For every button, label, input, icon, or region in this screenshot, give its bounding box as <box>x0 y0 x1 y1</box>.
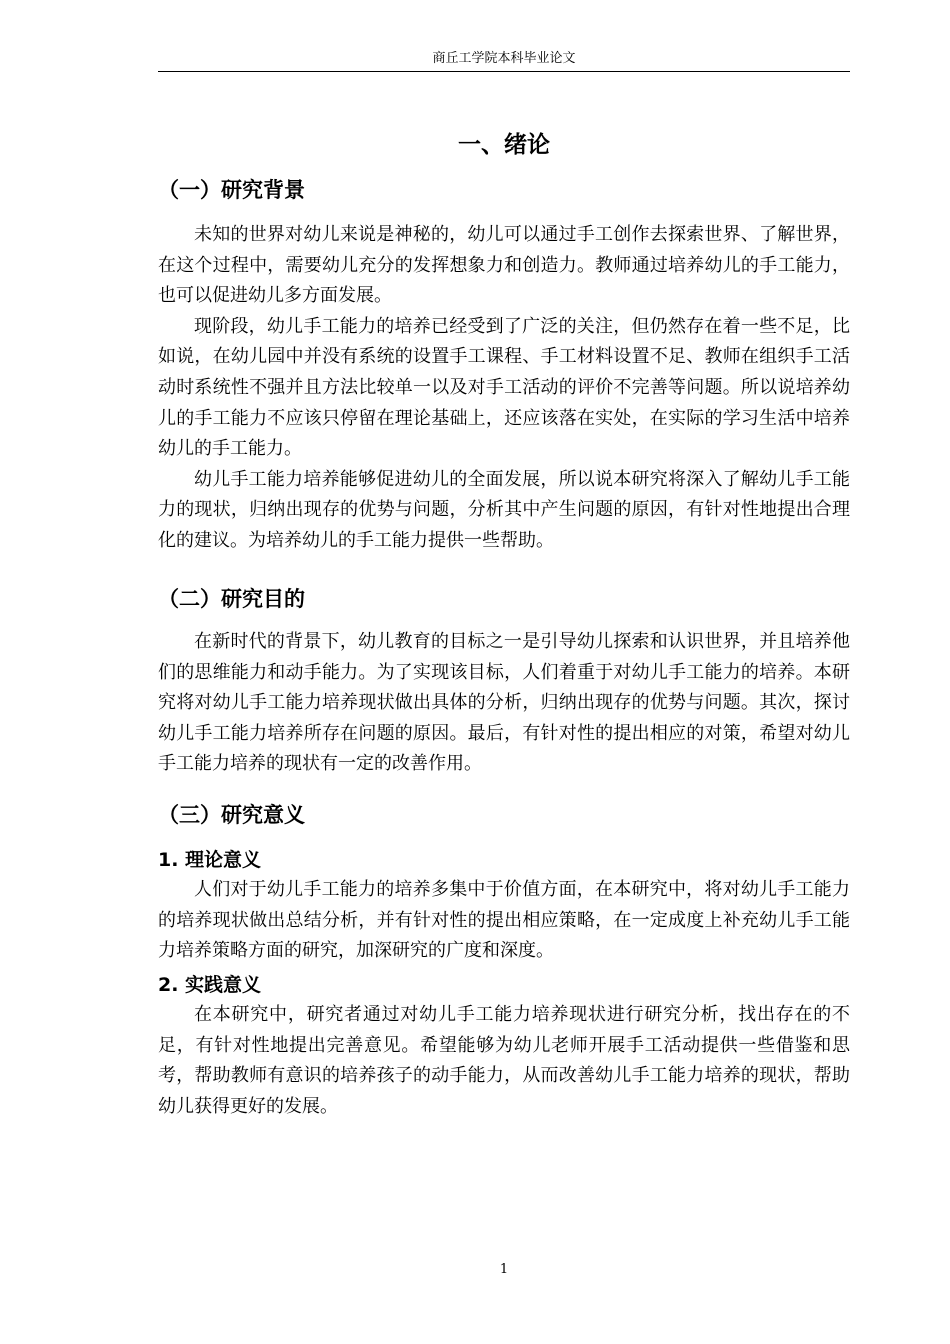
section-research-purpose <box>158 582 850 616</box>
paragraph: 在本研究中，研究者通过对幼儿手工能力培养现状进行研究分析，找出存在的不足，有针对性地提出完善意见。希望能够为幼儿老师开展手工活动提供一些借鉴和思考，帮助教师有意识的培养孩子的动手能力，从而改善幼儿手工能力培养的现状，帮助幼儿获得更好的发展。 <box>158 1004 850 1117</box>
subsection-practical <box>158 970 850 1122</box>
paragraph: 人们对于幼儿手工能力的培养多集中于价值方面，在本研究中，将对幼儿手工能力的培养现状做出总结分析，并有针对性的提出相应策略，在一定成度上补充幼儿手工能力培养策略方面的研究，加深研究的广度和深度。 <box>158 879 850 962</box>
subsection-theoretical <box>158 845 850 967</box>
section-research-background-body <box>158 220 850 557</box>
paragraph: 未知的世界对幼儿来说是神秘的，幼儿可以通过手工创作去探索世界、了解世界，在这个过程中，需要幼儿充分的发挥想象力和创造力。教师通过培养幼儿的手工能力，也可以促进幼儿多方面发展。 <box>158 224 850 307</box>
subsection-title: 1. 理论意义 <box>158 849 262 871</box>
running-header: 商丘工学院本科毕业论文 <box>432 51 576 66</box>
paragraph: 幼儿手工能力培养能够促进幼儿的全面发展，所以说本研究将深入了解幼儿手工能力的现状，归纳出现存的优势与问题，分析其中产生问题的原因，有针对性地提出合理化的建议。为培养幼儿的手工能力提供一些帮助。 <box>158 468 850 551</box>
section-title: （三）研究意义 <box>158 803 305 827</box>
section-title: （二）研究目的 <box>158 587 305 611</box>
chapter-title: 一、绪论 <box>458 132 550 158</box>
paragraph: 在新时代的背景下，幼儿教育的目标之一是引导幼儿探索和认识世界，并且培养他们的思维能力和动手能力。为了实现该目标，人们着重于对幼儿手工能力的培养。本研究将对幼儿手工能力培养现状做出具体的分析，归纳出现存的优势与问题。其次，探讨幼儿手工能力培养所存在问题的原因。最后，有针对性的提出相应的对策，希望对幼儿手工能力培养的现状有一定的改善作用。 <box>158 631 850 775</box>
section-title: （一）研究背景 <box>158 178 305 202</box>
section-research-background <box>158 173 850 207</box>
paragraph: 现阶段，幼儿手工能力的培养已经受到了广泛的关注，但仍然存在着一些不足，比如说，在幼儿园中并没有系统的设置手工课程、手工材料设置不足、教师在组织手工活动时系统性不强并且方法比较单一以及对手工活动的评价不完善等问题。所以说培养幼儿的手工能力不应该只停留在理论基础上，还应该落在实处，在实际的学习生活中培养幼儿的手工能力。 <box>158 315 850 460</box>
page-number: 1 <box>499 1262 509 1277</box>
section-research-purpose-body <box>158 627 850 780</box>
section-research-significance <box>158 798 850 832</box>
header-rule <box>158 71 850 72</box>
subsection-title: 2. 实践意义 <box>158 974 262 996</box>
